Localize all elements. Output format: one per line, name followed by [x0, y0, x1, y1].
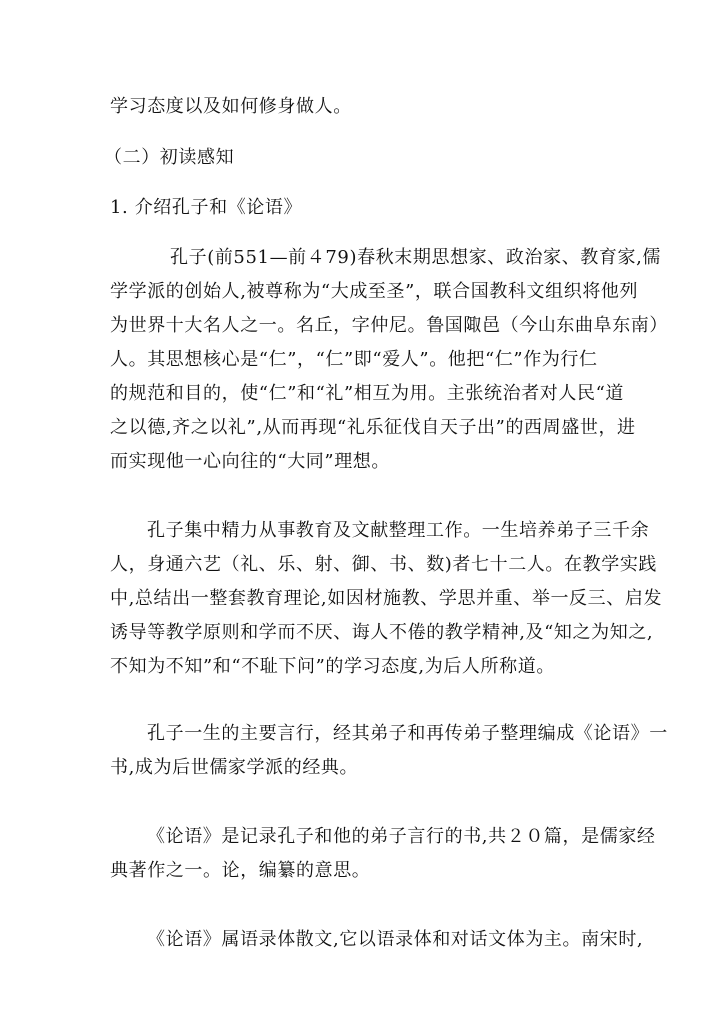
paragraph-line: 人。其思想核心是“仁”，“仁”即“爱人”。他把“仁”作为行仁 — [110, 349, 598, 370]
paragraph-line: 典著作之一。论，编纂的意思。 — [110, 860, 371, 881]
paragraph-line: 孔子(前551—前４79)春秋末期思想家、政治家、教育家,儒 — [170, 247, 662, 268]
section-heading: （二）初读感知 — [104, 147, 235, 168]
paragraph-line: 不知为不知”和“不耻下问”的学习态度,为后人所称道。 — [110, 656, 555, 677]
paragraph-line: 为世界十大名人之一。名丘，字仲尼。鲁国陬邑（今山东曲阜东南） — [110, 315, 668, 336]
paragraph-line: 《论语》属语录体散文,它以语录体和对话文体为主。南宋时, — [147, 929, 644, 950]
paragraph-line: 诱导等教学原则和学而不厌、诲人不倦的教学精神,及“知之为知之, — [110, 622, 654, 643]
paragraph-line: 中,总结出一整套教育理论,如因材施教、学思并重、举一反三、启发 — [110, 588, 663, 609]
paragraph-line: 学学派的创始人,被尊称为“大成至圣”，联合国教科文组织将他列 — [110, 281, 639, 302]
paragraph-line: 孔子一生的主要言行，经其弟子和再传弟子整理编成《论语》一 — [147, 723, 668, 744]
paragraph-line: 之以德,齐之以礼”,从而再现“礼乐征伐自天子出”的西周盛世，进 — [110, 417, 636, 438]
paragraph-line: 书,成为后世儒家学派的经典。 — [110, 757, 359, 778]
subsection-heading: 1. 介绍孔子和《论语》 — [110, 197, 303, 218]
text-line: 学习态度以及如何修身做人。 — [110, 96, 352, 117]
paragraph-line: 而实现他一心向往的“大同”理想。 — [110, 451, 391, 472]
paragraph-line: 《论语》是记录孔子和他的弟子言行的书,共２０篇，是儒家经 — [147, 826, 656, 847]
paragraph-line: 的规范和目的，使“仁”和“礼”相互为用。主张统治者对人民“道 — [110, 383, 625, 404]
paragraph-line: 孔子集中精力从事教育及文献整理工作。一生培养弟子三千余 — [147, 520, 650, 541]
paragraph-line: 人，身通六艺（礼、乐、射、御、书、数)者七十二人。在教学实践 — [110, 554, 658, 575]
